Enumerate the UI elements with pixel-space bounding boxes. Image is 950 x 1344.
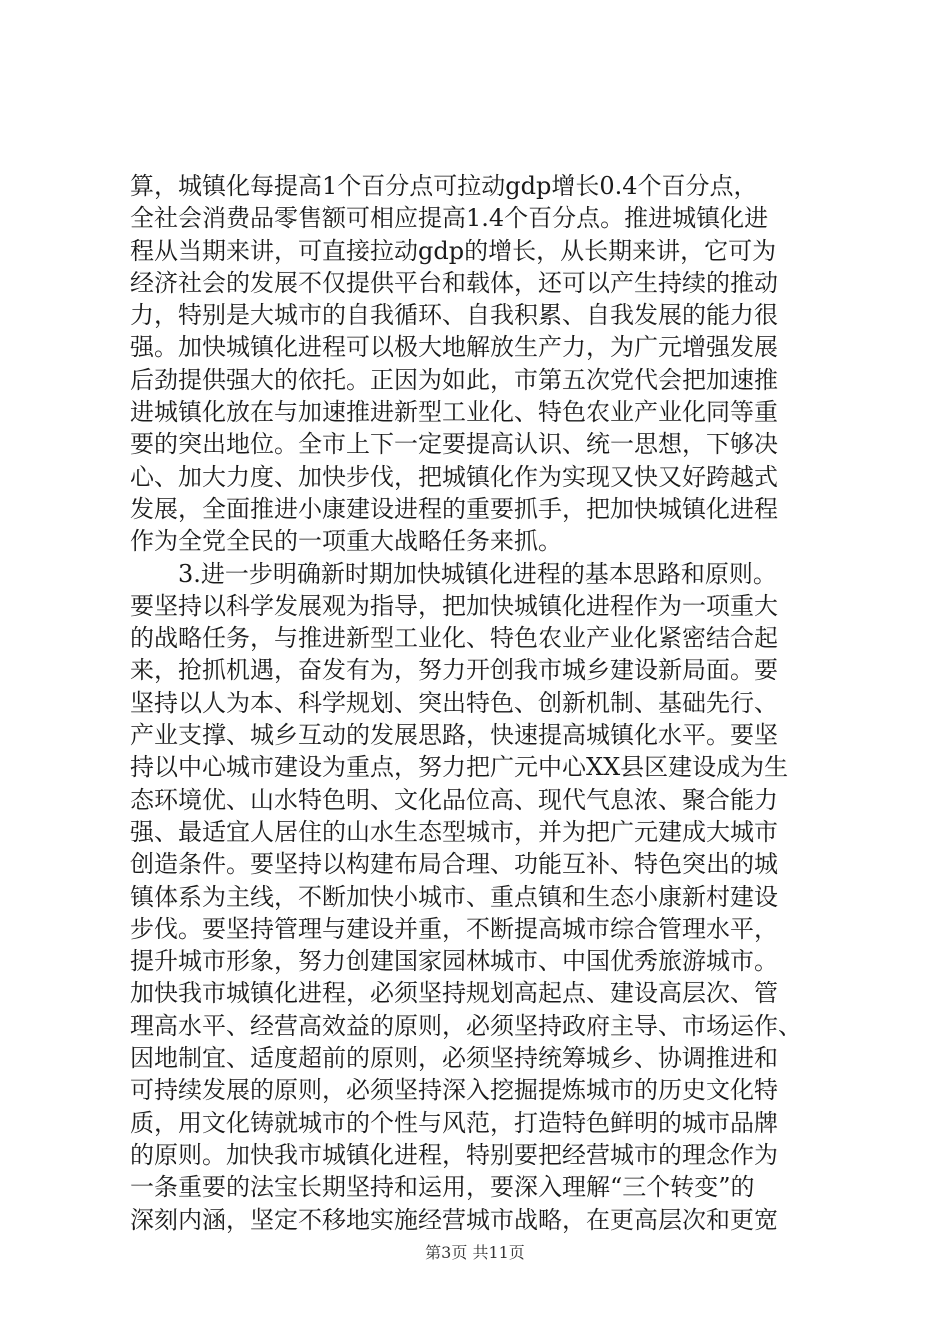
text-line: 算，城镇化每提高1个百分点可拉动gdp增长0.4个百分点， [130,172,758,200]
text-line: 后劲提供强大的依托。正因为如此，市第五次党代会把加速推 [130,365,778,394]
text-line: 坚持以人为本、科学规划、突出特色、创新机制、基础先行、 [130,688,778,717]
text-line: 要坚持以科学发展观为指导，把加快城镇化进程作为一项重大 [130,591,778,620]
text-line: 一条重要的法宝长期坚持和运用，要深入理解“三个转变”的 [130,1173,755,1202]
text-line: 要的突出地位。全市上下一定要提高认识、统一思想，下够决 [130,430,778,459]
text-line: 心、加大力度、加快步伐，把城镇化作为实现又快又好跨越式 [130,462,778,491]
text-line: 步伐。要坚持管理与建设并重，不断提高城市综合管理水平， [130,914,778,943]
text-line: 程从当期来讲，可直接拉动gdp的增长，从长期来讲，它可为 [130,236,777,265]
text-line: 的原则。加快我市城镇化进程，特别要把经营城市的理念作为 [130,1140,778,1169]
text-line: 创造条件。要坚持以构建布局合理、功能互补、特色突出的城 [130,850,778,879]
text-line: 的战略任务，与推进新型工业化、特色农业产业化紧密结合起 [130,624,778,653]
text-line: 强、最适宜人居住的山水生态型城市，并为把广元建成大城市 [130,817,778,846]
text-line: 持以中心城市建设为重点，努力把广元中心XX县区建设成为生 [130,753,789,782]
text-line: 理高水平、经营高效益的原则，必须坚持政府主导、市场运作、 [130,1011,802,1040]
page-footer: 第3页 共11页 [425,1243,525,1262]
text-line: 强。加快城镇化进程可以极大地解放生产力，为广元增强发展 [130,333,778,362]
text-line: 全社会消费品零售额可相应提高1.4个百分点。推进城镇化进 [130,204,769,233]
text-line: 作为全党全民的一项重大战略任务来抓。 [130,527,562,556]
text-line: 3.进一步明确新时期加快城镇化进程的基本思路和原则。 [130,559,777,588]
text-line: 因地制宜、适度超前的原则，必须坚持统筹城乡、协调推进和 [130,1044,778,1073]
text-line: 加快我市城镇化进程，必须坚持规划高起点、建设高层次、管 [130,979,778,1008]
text-line: 力，特别是大城市的自我循环、自我积累、自我发展的能力很 [130,301,778,330]
text-line: 态环境优、山水特色明、文化品位高、现代气息浓、聚合能力 [130,785,778,814]
text-line: 可持续发展的原则，必须坚持深入挖掘提炼城市的历史文化特 [130,1076,778,1105]
body-text [130,170,835,1236]
text-line: 质，用文化铸就城市的个性与风范，打造特色鲜明的城市品牌 [130,1108,778,1137]
text-line: 提升城市形象，努力创建国家园林城市、中国优秀旅游城市。 [130,947,778,976]
text-line: 发展，全面推进小康建设进程的重要抓手，把加快城镇化进程 [130,494,778,523]
text-line: 来，抢抓机遇，奋发有为，努力开创我市城乡建设新局面。要 [130,656,778,685]
text-line: 进城镇化放在与加速推进新型工业化、特色农业产业化同等重 [130,398,778,427]
text-line: 产业支撑、城乡互动的发展思路，快速提高城镇化水平。要坚 [130,721,778,750]
text-line: 经济社会的发展不仅提供平台和载体，还可以产生持续的推动 [130,268,778,297]
text-line: 深刻内涵，坚定不移地实施经营城市战略，在更高层次和更宽 [130,1205,778,1234]
text-line: 镇体系为主线，不断加快小城市、重点镇和生态小康新村建设 [130,882,778,911]
